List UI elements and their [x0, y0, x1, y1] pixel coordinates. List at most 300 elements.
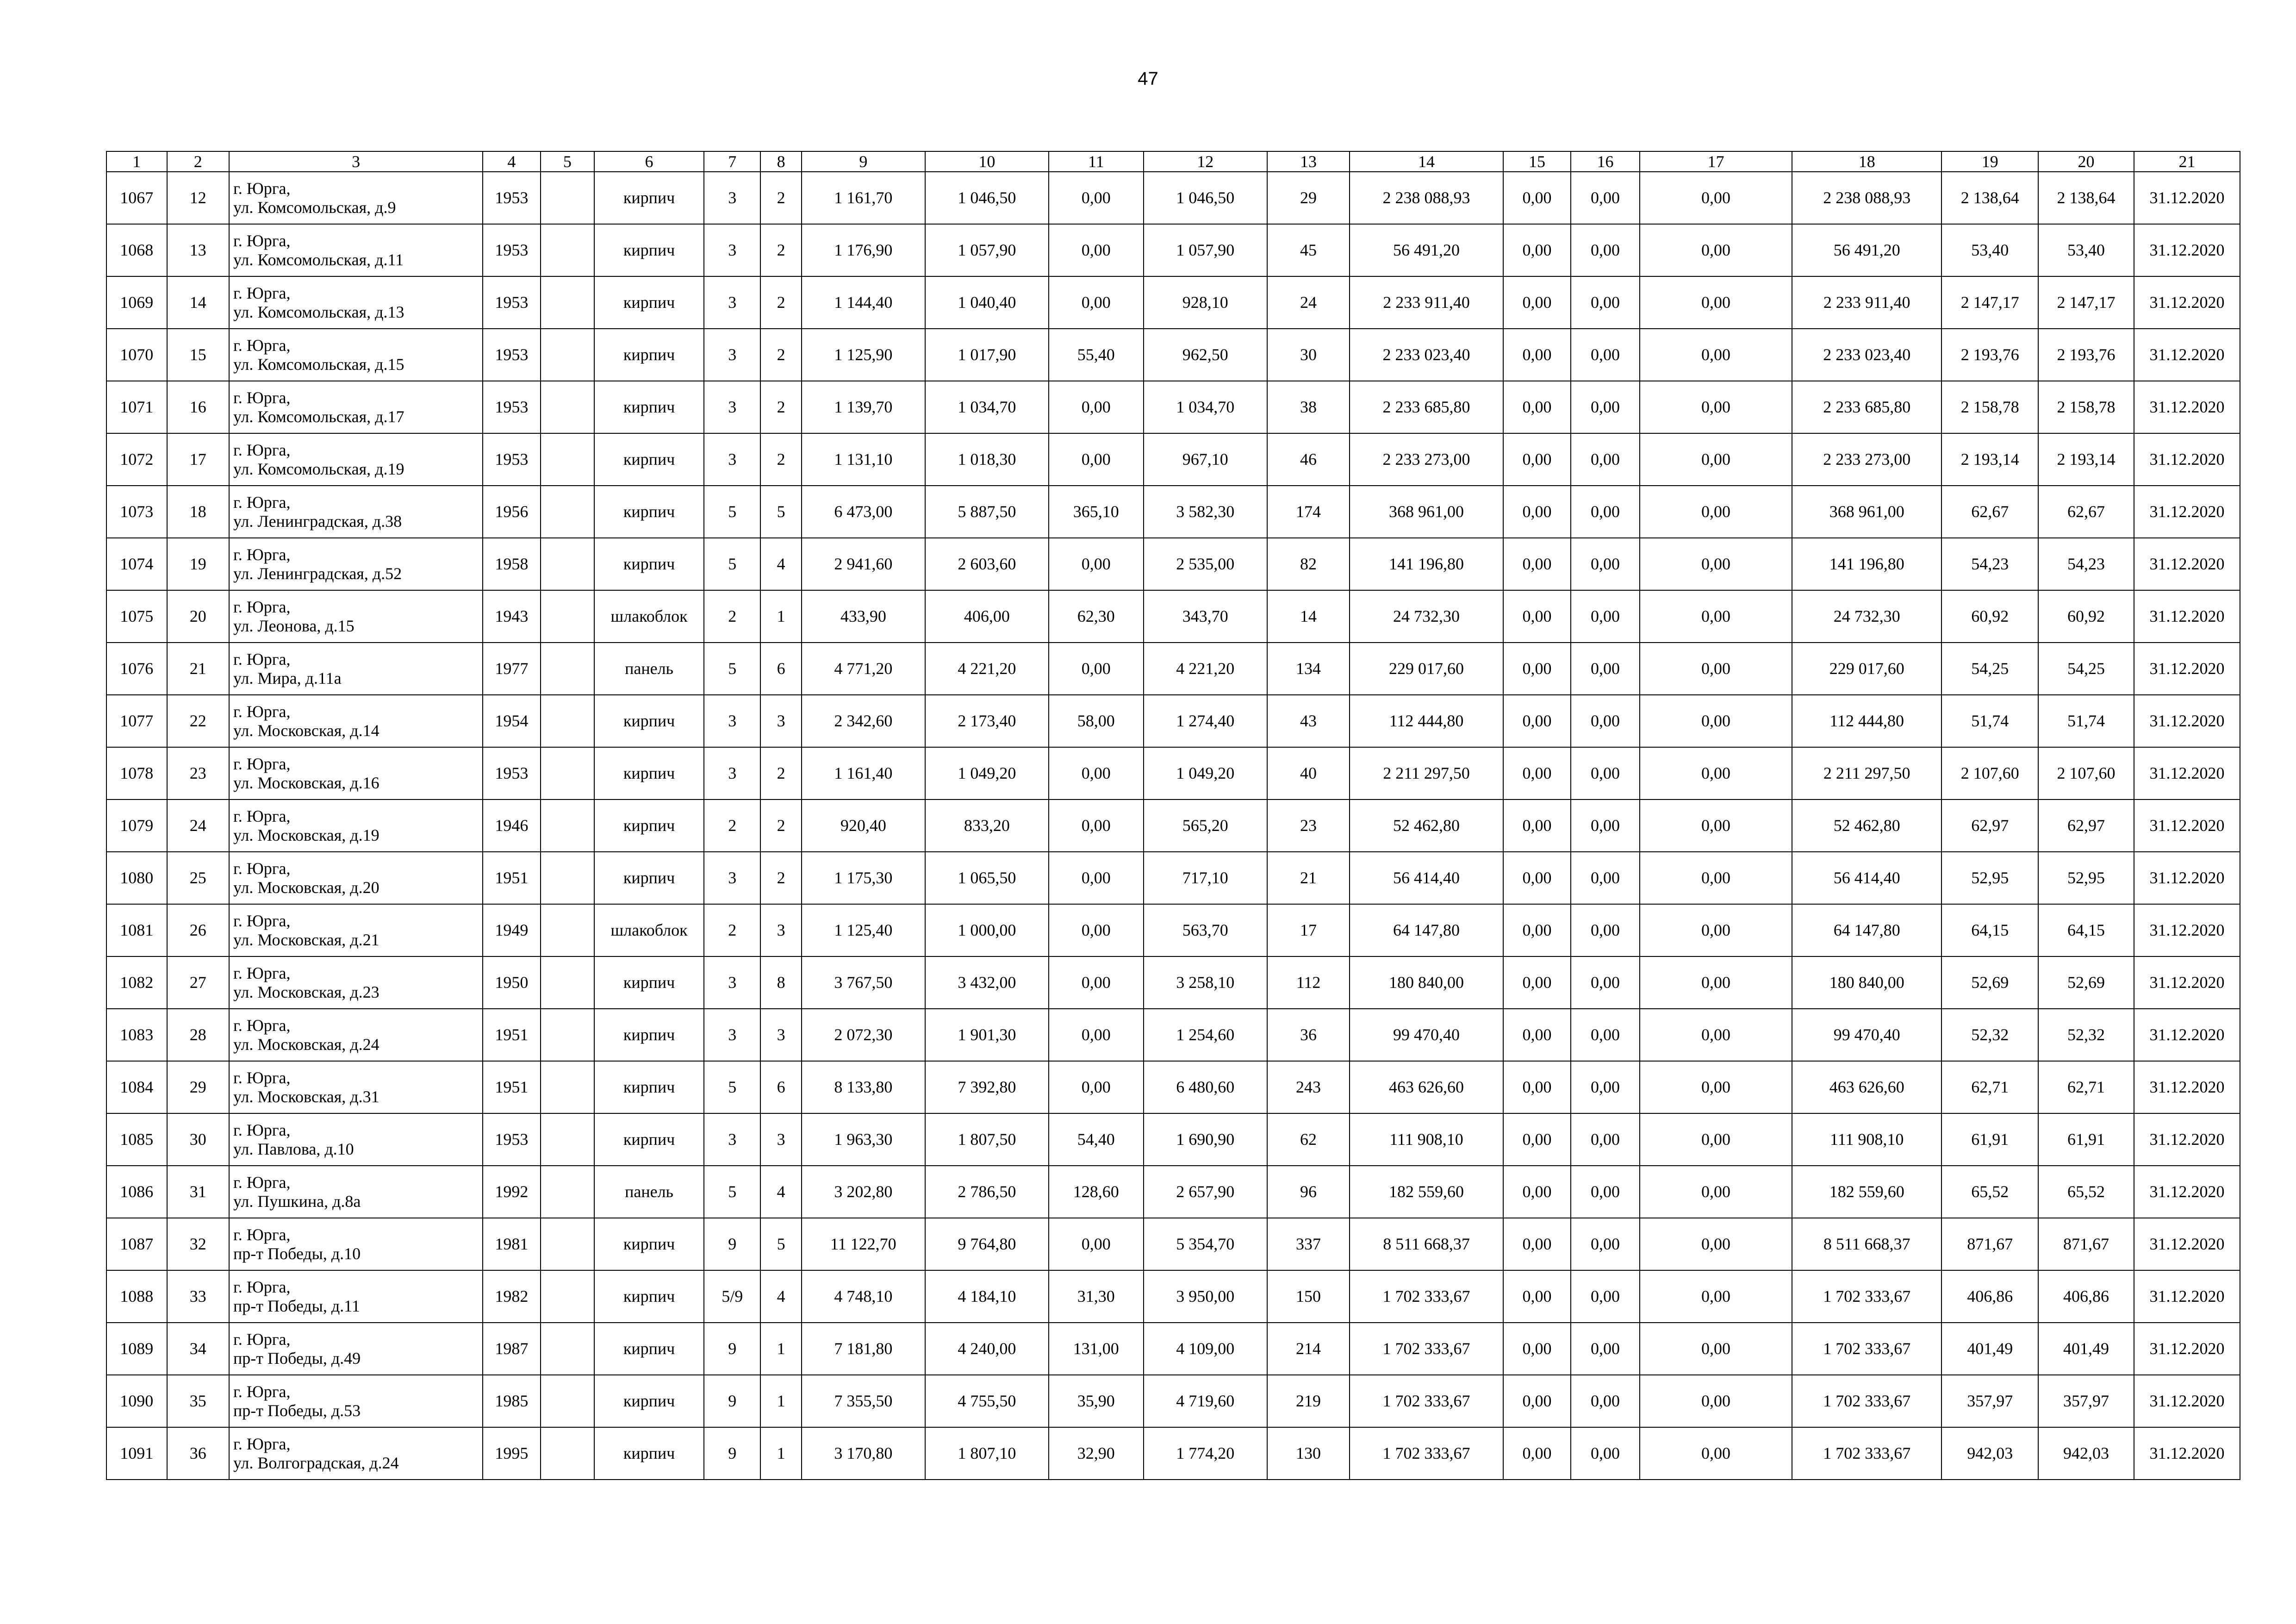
- cell-col-12: 717,10: [1144, 852, 1267, 904]
- cell-col-14: 180 840,00: [1350, 956, 1503, 1009]
- cell-col-13: 46: [1267, 433, 1350, 486]
- cell-col-2: 30: [167, 1113, 230, 1166]
- cell-col-13: 130: [1267, 1427, 1350, 1480]
- address-cell: [229, 1270, 483, 1323]
- cell-col-4: 1946: [483, 800, 540, 852]
- cell-col-4: 1995: [483, 1427, 540, 1480]
- cell-col-19: 401,49: [1941, 1323, 2038, 1375]
- cell-col-20: 406,86: [2038, 1270, 2134, 1323]
- address-street: ул. Комсомольская, д.11: [233, 250, 404, 269]
- cell-col-16: 0,00: [1571, 1323, 1640, 1375]
- cell-col-4: 1953: [483, 381, 540, 433]
- cell-col-21: 31.12.2020: [2134, 643, 2240, 695]
- cell-col-11: 0,00: [1049, 172, 1144, 224]
- cell-col-4: 1958: [483, 538, 540, 590]
- cell-col-4: 1985: [483, 1375, 540, 1427]
- cell-col-5: [541, 172, 594, 224]
- address-cell: [229, 695, 483, 747]
- cell-col-21: 31.12.2020: [2134, 747, 2240, 800]
- cell-col-7: 9: [704, 1323, 760, 1375]
- cell-col-14: 24 732,30: [1350, 590, 1503, 643]
- cell-col-4: 1953: [483, 172, 540, 224]
- cell-col-2: 19: [167, 538, 230, 590]
- cell-col-14: 1 702 333,67: [1350, 1323, 1503, 1375]
- cell-col-7: 3: [704, 433, 760, 486]
- cell-col-17: 0,00: [1640, 1009, 1792, 1061]
- cell-col-2: 21: [167, 643, 230, 695]
- address-city: г. Юрга,: [233, 1330, 291, 1349]
- cell-col-2: 16: [167, 381, 230, 433]
- cell-col-1: 1067: [106, 172, 167, 224]
- address-cell: [229, 1166, 483, 1218]
- cell-col-19: 60,92: [1941, 590, 2038, 643]
- cell-col-7: 2: [704, 590, 760, 643]
- address-cell: [229, 747, 483, 800]
- cell-col-5: [541, 1061, 594, 1113]
- cell-col-15: 0,00: [1503, 486, 1571, 538]
- cell-col-21: 31.12.2020: [2134, 1009, 2240, 1061]
- column-header-12: 12: [1144, 151, 1267, 172]
- address-city: г. Юрга,: [233, 336, 291, 355]
- table-row: [106, 1009, 2240, 1061]
- cell-col-8: 4: [760, 1270, 801, 1323]
- cell-col-6: кирпич: [594, 747, 704, 800]
- cell-col-1: 1071: [106, 381, 167, 433]
- cell-col-15: 0,00: [1503, 433, 1571, 486]
- cell-col-13: 337: [1267, 1218, 1350, 1270]
- cell-col-1: 1079: [106, 800, 167, 852]
- cell-col-17: 0,00: [1640, 1323, 1792, 1375]
- cell-col-20: 62,67: [2038, 486, 2134, 538]
- cell-col-9: 1 963,30: [802, 1113, 925, 1166]
- cell-col-19: 2 147,17: [1941, 276, 2038, 329]
- address-street: пр-т Победы, д.49: [233, 1349, 361, 1368]
- cell-col-8: 2: [760, 852, 801, 904]
- cell-col-6: кирпич: [594, 695, 704, 747]
- cell-col-5: [541, 1166, 594, 1218]
- address-city: г. Юрга,: [233, 1016, 291, 1035]
- address-cell: [229, 590, 483, 643]
- cell-col-16: 0,00: [1571, 590, 1640, 643]
- cell-col-8: 8: [760, 956, 801, 1009]
- address-street: ул. Ленинградская, д.38: [233, 512, 402, 531]
- cell-col-17: 0,00: [1640, 329, 1792, 381]
- cell-col-8: 5: [760, 486, 801, 538]
- cell-col-10: 3 432,00: [925, 956, 1049, 1009]
- cell-col-6: панель: [594, 643, 704, 695]
- cell-col-6: шлакоблок: [594, 590, 704, 643]
- cell-col-6: кирпич: [594, 276, 704, 329]
- cell-col-19: 406,86: [1941, 1270, 2038, 1323]
- cell-col-10: 406,00: [925, 590, 1049, 643]
- cell-col-19: 62,97: [1941, 800, 2038, 852]
- cell-col-9: 2 941,60: [802, 538, 925, 590]
- cell-col-5: [541, 1375, 594, 1427]
- cell-col-11: 0,00: [1049, 643, 1144, 695]
- cell-col-5: [541, 486, 594, 538]
- cell-col-4: 1987: [483, 1323, 540, 1375]
- cell-col-18: 229 017,60: [1792, 643, 1941, 695]
- cell-col-17: 0,00: [1640, 172, 1792, 224]
- cell-col-18: 56 414,40: [1792, 852, 1941, 904]
- cell-col-21: 31.12.2020: [2134, 1270, 2240, 1323]
- address-city: г. Юрга,: [233, 1068, 291, 1087]
- column-header-16: 16: [1571, 151, 1640, 172]
- cell-col-19: 54,25: [1941, 643, 2038, 695]
- cell-col-10: 1 901,30: [925, 1009, 1049, 1061]
- cell-col-16: 0,00: [1571, 1166, 1640, 1218]
- cell-col-21: 31.12.2020: [2134, 486, 2240, 538]
- cell-col-7: 5: [704, 643, 760, 695]
- cell-col-17: 0,00: [1640, 852, 1792, 904]
- cell-col-15: 0,00: [1503, 1323, 1571, 1375]
- cell-col-19: 52,32: [1941, 1009, 2038, 1061]
- cell-col-18: 24 732,30: [1792, 590, 1941, 643]
- address-street: пр-т Победы, д.10: [233, 1244, 361, 1263]
- cell-col-10: 2 173,40: [925, 695, 1049, 747]
- cell-col-14: 141 196,80: [1350, 538, 1503, 590]
- cell-col-17: 0,00: [1640, 486, 1792, 538]
- cell-col-20: 54,23: [2038, 538, 2134, 590]
- cell-col-20: 65,52: [2038, 1166, 2134, 1218]
- cell-col-15: 0,00: [1503, 747, 1571, 800]
- address-city: г. Юрга,: [233, 1121, 291, 1140]
- cell-col-14: 8 511 668,37: [1350, 1218, 1503, 1270]
- column-header-18: 18: [1792, 151, 1941, 172]
- table-row: [106, 486, 2240, 538]
- cell-col-5: [541, 224, 594, 276]
- cell-col-13: 219: [1267, 1375, 1350, 1427]
- cell-col-16: 0,00: [1571, 224, 1640, 276]
- cell-col-8: 1: [760, 1427, 801, 1480]
- cell-col-15: 0,00: [1503, 643, 1571, 695]
- cell-col-13: 30: [1267, 329, 1350, 381]
- cell-col-9: 1 161,40: [802, 747, 925, 800]
- cell-col-13: 29: [1267, 172, 1350, 224]
- column-header-19: 19: [1941, 151, 2038, 172]
- cell-col-12: 3 582,30: [1144, 486, 1267, 538]
- cell-col-8: 5: [760, 1218, 801, 1270]
- cell-col-4: 1953: [483, 276, 540, 329]
- cell-col-14: 64 147,80: [1350, 904, 1503, 956]
- cell-col-12: 1 034,70: [1144, 381, 1267, 433]
- address-street: ул. Московская, д.16: [233, 773, 380, 792]
- cell-col-2: 26: [167, 904, 230, 956]
- cell-col-1: 1077: [106, 695, 167, 747]
- cell-col-2: 24: [167, 800, 230, 852]
- cell-col-7: 3: [704, 1113, 760, 1166]
- cell-col-5: [541, 695, 594, 747]
- cell-col-15: 0,00: [1503, 329, 1571, 381]
- cell-col-18: 1 702 333,67: [1792, 1375, 1941, 1427]
- cell-col-8: 2: [760, 433, 801, 486]
- cell-col-6: кирпич: [594, 956, 704, 1009]
- cell-col-5: [541, 538, 594, 590]
- cell-col-8: 2: [760, 276, 801, 329]
- cell-col-1: 1086: [106, 1166, 167, 1218]
- cell-col-21: 31.12.2020: [2134, 172, 2240, 224]
- cell-col-17: 0,00: [1640, 224, 1792, 276]
- cell-col-15: 0,00: [1503, 1218, 1571, 1270]
- cell-col-11: 62,30: [1049, 590, 1144, 643]
- cell-col-7: 3: [704, 695, 760, 747]
- cell-col-9: 1 131,10: [802, 433, 925, 486]
- cell-col-2: 23: [167, 747, 230, 800]
- column-header-15: 15: [1503, 151, 1571, 172]
- table-row: [106, 172, 2240, 224]
- cell-col-21: 31.12.2020: [2134, 1166, 2240, 1218]
- cell-col-15: 0,00: [1503, 1166, 1571, 1218]
- address-street: ул. Комсомольская, д.17: [233, 407, 404, 426]
- column-number-row: [106, 151, 2240, 172]
- cell-col-19: 65,52: [1941, 1166, 2038, 1218]
- cell-col-15: 0,00: [1503, 538, 1571, 590]
- cell-col-18: 2 233 273,00: [1792, 433, 1941, 486]
- address-city: г. Юрга,: [233, 1278, 291, 1297]
- cell-col-10: 2 603,60: [925, 538, 1049, 590]
- cell-col-16: 0,00: [1571, 800, 1640, 852]
- cell-col-4: 1943: [483, 590, 540, 643]
- address-street: ул. Московская, д.14: [233, 721, 380, 740]
- cell-col-20: 2 193,76: [2038, 329, 2134, 381]
- cell-col-6: кирпич: [594, 1009, 704, 1061]
- cell-col-15: 0,00: [1503, 224, 1571, 276]
- table-body: [106, 172, 2240, 1480]
- cell-col-16: 0,00: [1571, 1375, 1640, 1427]
- cell-col-18: 1 702 333,67: [1792, 1427, 1941, 1480]
- cell-col-8: 1: [760, 1323, 801, 1375]
- cell-col-10: 833,20: [925, 800, 1049, 852]
- cell-col-16: 0,00: [1571, 329, 1640, 381]
- cell-col-19: 2 158,78: [1941, 381, 2038, 433]
- table-row: [106, 956, 2240, 1009]
- cell-col-18: 1 702 333,67: [1792, 1270, 1941, 1323]
- cell-col-16: 0,00: [1571, 486, 1640, 538]
- address-city: г. Юрга,: [233, 545, 291, 564]
- cell-col-4: 1954: [483, 695, 540, 747]
- cell-col-12: 1 046,50: [1144, 172, 1267, 224]
- cell-col-7: 5/9: [704, 1270, 760, 1323]
- cell-col-14: 56 491,20: [1350, 224, 1503, 276]
- cell-col-5: [541, 1009, 594, 1061]
- cell-col-1: 1089: [106, 1323, 167, 1375]
- cell-col-9: 8 133,80: [802, 1061, 925, 1113]
- cell-col-2: 34: [167, 1323, 230, 1375]
- cell-col-8: 1: [760, 590, 801, 643]
- cell-col-6: кирпич: [594, 1061, 704, 1113]
- cell-col-16: 0,00: [1571, 643, 1640, 695]
- cell-col-14: 111 908,10: [1350, 1113, 1503, 1166]
- cell-col-2: 15: [167, 329, 230, 381]
- table-row: [106, 904, 2240, 956]
- cell-col-21: 31.12.2020: [2134, 695, 2240, 747]
- cell-col-9: 1 144,40: [802, 276, 925, 329]
- cell-col-1: 1081: [106, 904, 167, 956]
- cell-col-20: 54,25: [2038, 643, 2134, 695]
- cell-col-12: 565,20: [1144, 800, 1267, 852]
- cell-col-13: 112: [1267, 956, 1350, 1009]
- cell-col-7: 3: [704, 747, 760, 800]
- cell-col-14: 112 444,80: [1350, 695, 1503, 747]
- address-cell: [229, 538, 483, 590]
- cell-col-12: 3 258,10: [1144, 956, 1267, 1009]
- cell-col-12: 1 774,20: [1144, 1427, 1267, 1480]
- cell-col-14: 52 462,80: [1350, 800, 1503, 852]
- cell-col-8: 3: [760, 1009, 801, 1061]
- cell-col-7: 5: [704, 486, 760, 538]
- column-header-5: 5: [541, 151, 594, 172]
- cell-col-1: 1090: [106, 1375, 167, 1427]
- cell-col-11: 35,90: [1049, 1375, 1144, 1427]
- cell-col-7: 3: [704, 276, 760, 329]
- address-city: г. Юрга,: [233, 388, 291, 407]
- cell-col-20: 2 107,60: [2038, 747, 2134, 800]
- cell-col-17: 0,00: [1640, 1061, 1792, 1113]
- cell-col-9: 3 767,50: [802, 956, 925, 1009]
- address-cell: [229, 381, 483, 433]
- cell-col-8: 2: [760, 381, 801, 433]
- cell-col-18: 56 491,20: [1792, 224, 1941, 276]
- cell-col-18: 112 444,80: [1792, 695, 1941, 747]
- cell-col-7: 9: [704, 1218, 760, 1270]
- cell-col-18: 2 233 685,80: [1792, 381, 1941, 433]
- cell-col-21: 31.12.2020: [2134, 1061, 2240, 1113]
- cell-col-13: 24: [1267, 276, 1350, 329]
- cell-col-13: 40: [1267, 747, 1350, 800]
- cell-col-17: 0,00: [1640, 1113, 1792, 1166]
- address-street: ул. Мира, д.11а: [233, 668, 342, 687]
- cell-col-1: 1069: [106, 276, 167, 329]
- cell-col-10: 5 887,50: [925, 486, 1049, 538]
- cell-col-13: 38: [1267, 381, 1350, 433]
- cell-col-8: 3: [760, 1113, 801, 1166]
- cell-col-19: 52,95: [1941, 852, 2038, 904]
- cell-col-5: [541, 852, 594, 904]
- cell-col-1: 1082: [106, 956, 167, 1009]
- cell-col-12: 4 221,20: [1144, 643, 1267, 695]
- cell-col-13: 45: [1267, 224, 1350, 276]
- cell-col-13: 17: [1267, 904, 1350, 956]
- cell-col-14: 56 414,40: [1350, 852, 1503, 904]
- cell-col-20: 871,67: [2038, 1218, 2134, 1270]
- table-row: [106, 1323, 2240, 1375]
- cell-col-8: 2: [760, 224, 801, 276]
- cell-col-11: 0,00: [1049, 747, 1144, 800]
- cell-col-17: 0,00: [1640, 747, 1792, 800]
- address-city: г. Юрга,: [233, 493, 291, 512]
- cell-col-7: 5: [704, 1061, 760, 1113]
- cell-col-1: 1084: [106, 1061, 167, 1113]
- cell-col-13: 36: [1267, 1009, 1350, 1061]
- address-cell: [229, 956, 483, 1009]
- cell-col-18: 180 840,00: [1792, 956, 1941, 1009]
- cell-col-8: 2: [760, 800, 801, 852]
- cell-col-11: 31,30: [1049, 1270, 1144, 1323]
- address-street: ул. Московская, д.31: [233, 1087, 380, 1106]
- address-street: ул. Комсомольская, д.9: [233, 198, 396, 217]
- cell-col-11: 0,00: [1049, 276, 1144, 329]
- cell-col-8: 2: [760, 747, 801, 800]
- cell-col-12: 1 690,90: [1144, 1113, 1267, 1166]
- cell-col-11: 0,00: [1049, 1009, 1144, 1061]
- cell-col-15: 0,00: [1503, 852, 1571, 904]
- cell-col-10: 4 755,50: [925, 1375, 1049, 1427]
- cell-col-12: 2 657,90: [1144, 1166, 1267, 1218]
- cell-col-18: 111 908,10: [1792, 1113, 1941, 1166]
- cell-col-13: 62: [1267, 1113, 1350, 1166]
- address-cell: [229, 433, 483, 486]
- cell-col-2: 36: [167, 1427, 230, 1480]
- cell-col-20: 60,92: [2038, 590, 2134, 643]
- cell-col-11: 0,00: [1049, 904, 1144, 956]
- cell-col-1: 1080: [106, 852, 167, 904]
- cell-col-8: 3: [760, 904, 801, 956]
- cell-col-11: 55,40: [1049, 329, 1144, 381]
- cell-col-16: 0,00: [1571, 538, 1640, 590]
- cell-col-21: 31.12.2020: [2134, 224, 2240, 276]
- cell-col-9: 7 355,50: [802, 1375, 925, 1427]
- column-header-2: 2: [167, 151, 230, 172]
- column-header-11: 11: [1049, 151, 1144, 172]
- cell-col-20: 52,95: [2038, 852, 2134, 904]
- cell-col-17: 0,00: [1640, 433, 1792, 486]
- cell-col-10: 9 764,80: [925, 1218, 1049, 1270]
- column-header-17: 17: [1640, 151, 1792, 172]
- address-street: ул. Пушкина, д.8а: [233, 1192, 361, 1211]
- cell-col-18: 141 196,80: [1792, 538, 1941, 590]
- cell-col-2: 32: [167, 1218, 230, 1270]
- cell-col-6: кирпич: [594, 486, 704, 538]
- cell-col-19: 52,69: [1941, 956, 2038, 1009]
- cell-col-6: кирпич: [594, 1323, 704, 1375]
- cell-col-20: 53,40: [2038, 224, 2134, 276]
- cell-col-17: 0,00: [1640, 695, 1792, 747]
- cell-col-9: 433,90: [802, 590, 925, 643]
- cell-col-14: 2 233 911,40: [1350, 276, 1503, 329]
- cell-col-6: кирпич: [594, 538, 704, 590]
- cell-col-10: 1 018,30: [925, 433, 1049, 486]
- cell-col-7: 3: [704, 852, 760, 904]
- cell-col-19: 2 107,60: [1941, 747, 2038, 800]
- cell-col-6: кирпич: [594, 381, 704, 433]
- address-street: пр-т Победы, д.11: [233, 1296, 360, 1315]
- cell-col-17: 0,00: [1640, 590, 1792, 643]
- cell-col-7: 5: [704, 538, 760, 590]
- address-city: г. Юрга,: [233, 179, 291, 198]
- cell-col-15: 0,00: [1503, 590, 1571, 643]
- cell-col-18: 52 462,80: [1792, 800, 1941, 852]
- address-city: г. Юрга,: [233, 1435, 291, 1454]
- cell-col-6: кирпич: [594, 224, 704, 276]
- address-street: ул. Павлова, д.10: [233, 1139, 354, 1158]
- cell-col-10: 4 221,20: [925, 643, 1049, 695]
- address-city: г. Юрга,: [233, 912, 291, 931]
- column-header-20: 20: [2038, 151, 2134, 172]
- address-cell: [229, 1113, 483, 1166]
- address-street: ул. Московская, д.23: [233, 982, 380, 1001]
- address-street: ул. Волгоградская, д.24: [233, 1453, 399, 1472]
- cell-col-9: 1 161,70: [802, 172, 925, 224]
- cell-col-11: 0,00: [1049, 538, 1144, 590]
- cell-col-7: 9: [704, 1375, 760, 1427]
- cell-col-4: 1951: [483, 1061, 540, 1113]
- cell-col-10: 1 057,90: [925, 224, 1049, 276]
- cell-col-13: 43: [1267, 695, 1350, 747]
- cell-col-4: 1953: [483, 747, 540, 800]
- cell-col-9: 7 181,80: [802, 1323, 925, 1375]
- cell-col-2: 17: [167, 433, 230, 486]
- cell-col-1: 1087: [106, 1218, 167, 1270]
